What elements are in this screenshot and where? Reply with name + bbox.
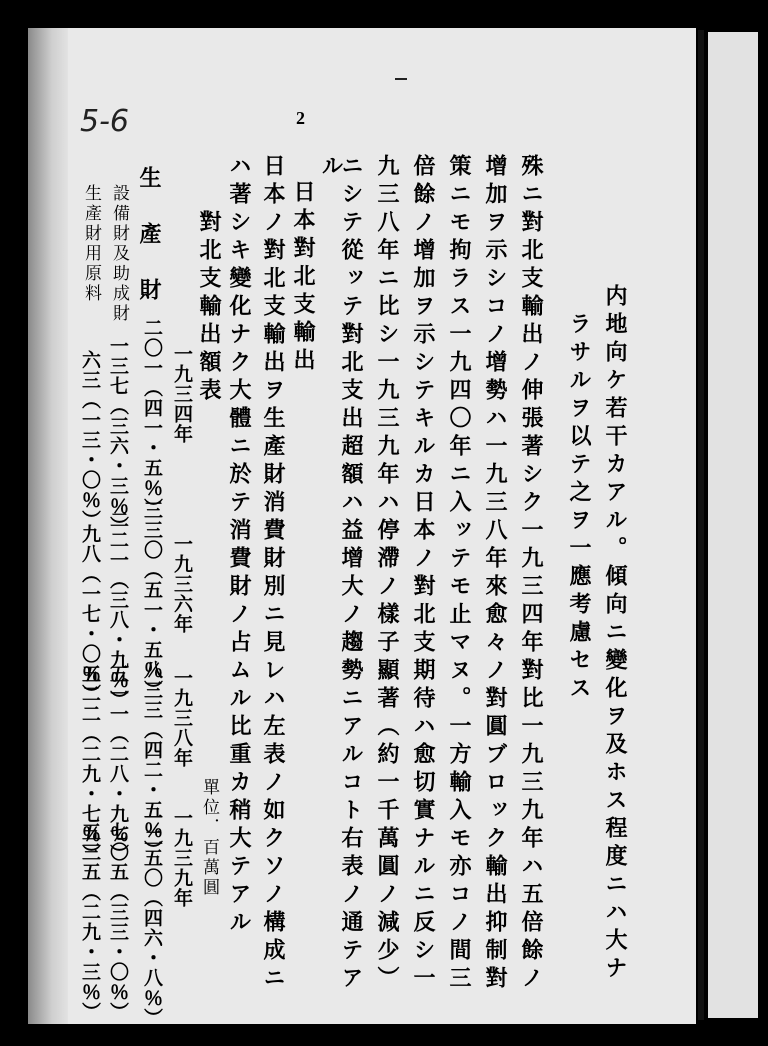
table-cell: 五二二（二九・七％） <box>79 664 100 864</box>
table-cell: 一三七（三六・三％） <box>107 336 128 536</box>
body-column: 倍餘ノ增加ヲ示シテキルカ日本ノ對北支期待ハ愈切實ナルニ反シ一 <box>411 154 436 994</box>
page-number: 2 <box>296 108 305 128</box>
table-cell: 九八（一七・〇％） <box>79 524 100 704</box>
table-cell: 二〇一（四一・五％） <box>141 318 162 518</box>
table-title: 對北支輸出額表 <box>197 210 222 406</box>
body-column: 内地向ケ若干カアル。傾向ニ變化ヲ及ホス程度ニハ大ナ <box>603 284 628 984</box>
body-column: 九三八年ニ比シ一九三九年ハ停滯ノ樣子顯著（約一千萬圓ノ減少） <box>375 154 400 994</box>
binding-gutter <box>28 28 68 1024</box>
table-year: 一九三四年 <box>171 344 192 444</box>
table-row-label: 設備財及助成財 <box>110 184 129 324</box>
table-row-label: 生產財用原料 <box>82 184 101 304</box>
body-column: ル <box>319 154 344 182</box>
page-edge-line <box>698 30 704 1020</box>
table-cell: 三三〇（五一・五％） <box>141 500 162 700</box>
table-cell: 一二五〇（四六・八％） <box>141 808 162 1028</box>
table-cell: 二二一（三八・九％） <box>107 510 128 710</box>
table-cell: 五三五（二九・三％） <box>79 822 100 1022</box>
body-column: 策ニモ拘ラス一九四〇年ニ入ッテモ止マヌ。一方輸入モ亦コノ間三 <box>447 154 472 994</box>
table-cell: 七〇五（三三・〇％） <box>107 822 128 1022</box>
section-column: ハ著シキ變化ナク大體ニ於テ消費財ノ占ムル比重カ稍大テアル <box>227 154 252 938</box>
table-year: 一九三六年 <box>171 534 192 634</box>
section-column: 日本ノ對北支輸出ヲ生產財消費財別ニ見レハ左表ノ如クソノ構成ニ <box>261 154 286 994</box>
table-year: 一九三九年 <box>171 808 192 908</box>
next-page-edge <box>708 32 758 1018</box>
handwritten-note: 5-6 <box>80 104 129 139</box>
body-column: ニシテ從ッテ對北支出超額ハ益增大ノ趨勢ニアルコト右表ノ通テア <box>339 154 364 994</box>
table-unit: 單位．百萬圓 <box>200 778 219 898</box>
table-cell: 八三三（四二・五％） <box>141 660 162 860</box>
table-row-label: 生 產 財 <box>137 166 162 306</box>
table-year: 一九三八年 <box>171 668 192 768</box>
table-cell: 五一一（二八・九％） <box>107 664 128 864</box>
body-column: 增加ヲ示シコノ增勢ハ一九三八年來愈々ノ對圓ブロック輸出抑制對 <box>483 154 508 994</box>
section-heading: 日本對北支輸出 <box>291 180 316 376</box>
body-column: ラサルヲ以テ之ヲ一應考慮セス <box>567 312 592 704</box>
table-cell: 六三（一三・〇％） <box>79 350 100 530</box>
top-mark <box>395 78 407 80</box>
body-column: 殊ニ對北支輸出ノ伸張著シク一九三四年對比一九三九年ハ五倍餘ノ <box>519 154 544 994</box>
